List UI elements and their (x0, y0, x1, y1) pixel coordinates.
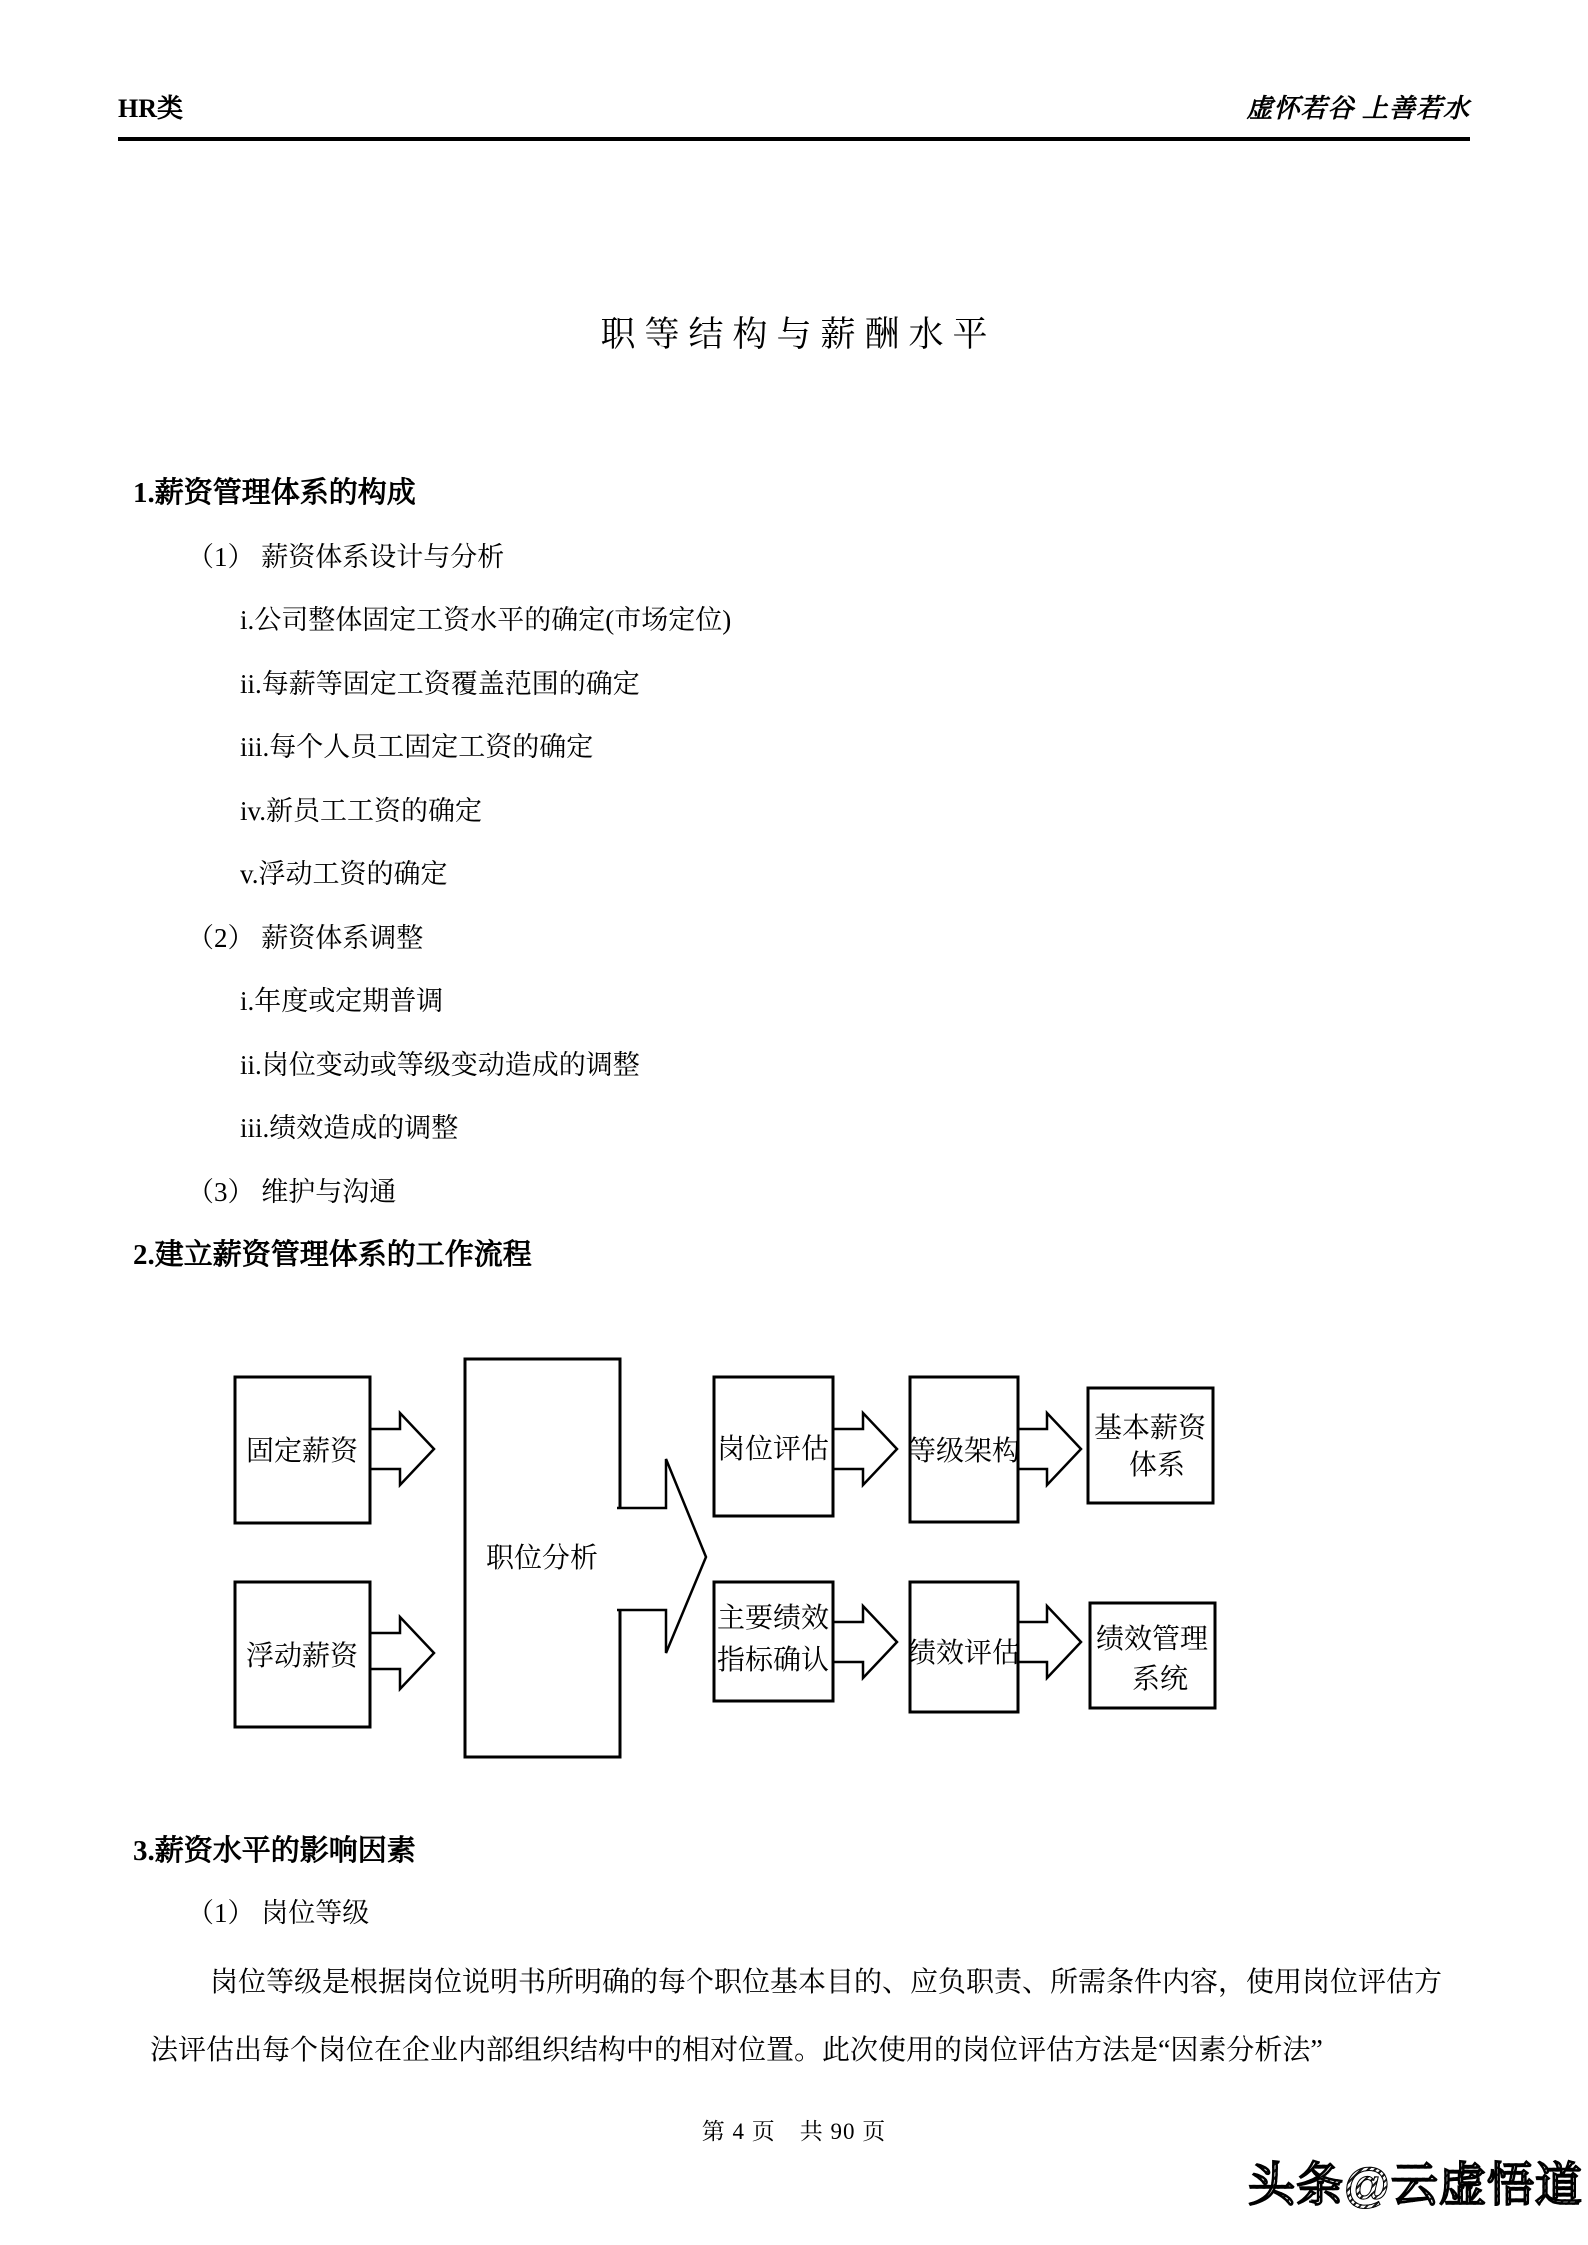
flow-box-kpi-confirm (714, 1582, 833, 1701)
outline-item: （3） 维护与沟通 (187, 1176, 397, 1207)
paragraph-line-1: 岗位等级是根据岗位说明书所明确的每个职位基本目的、应负职责、所需条件内容，使用岗位评估方 (210, 1967, 1443, 1998)
header-motto: 虚怀若谷 上善若水 (1246, 94, 1470, 123)
paragraph-line-2: 法评估出每个岗位在企业内部组织结构中的相对位置。此次使用的岗位评估方法是“因素分析法” (150, 2035, 1323, 2066)
watermark: 头条@云虚悟道 (1248, 2158, 1583, 2211)
flow-label-floating-salary: 浮动薪资 (245, 1641, 359, 1672)
outline-item: iii.每个人员工固定工资的确定 (240, 732, 594, 762)
arrow-right-icon (1014, 1413, 1081, 1485)
flow-label-job-evaluation: 岗位评估 (716, 1434, 830, 1465)
outline-item: i.年度或定期普调 (240, 986, 444, 1016)
outline-item: ii.岗位变动或等级变动造成的调整 (240, 1049, 640, 1080)
outline-item: iv.新员工工资的确定 (240, 795, 482, 826)
workflow-diagram (0, 1330, 1588, 1790)
page-footer: 第 4 页 共 90 页 (701, 2119, 887, 2144)
big-arrow-right-icon (617, 1459, 706, 1653)
header-category: HR类 (118, 94, 184, 123)
outline-heading-2: 2.建立薪资管理体系的工作流程 (133, 1239, 532, 1271)
flow-label-kpi-2: 指标确认 (716, 1645, 830, 1676)
section3-heading: 3.薪资水平的影响因素 (133, 1835, 416, 1867)
arrow-right-icon (366, 1617, 434, 1689)
flow-label-basic-salary-1: 基本薪资 (1093, 1413, 1207, 1444)
arrow-right-icon (1014, 1606, 1081, 1678)
flow-label-job-analysis: 职位分析 (485, 1543, 599, 1574)
outline-item: （1） 薪资体系设计与分析 (187, 541, 505, 572)
flow-label-fixed-salary: 固定薪资 (245, 1436, 359, 1467)
arrow-right-icon (830, 1606, 897, 1678)
flow-label-perf-system-2: 系统 (1131, 1664, 1189, 1695)
flow-label-perf-evaluation: 绩效评估 (907, 1638, 1021, 1669)
section3-subitem: （1） 岗位等级 (187, 1898, 370, 1928)
header-rule (118, 137, 1470, 141)
outline-item: ii.每薪等固定工资覆盖范围的确定 (240, 668, 640, 699)
outline-list (0, 462, 1588, 1288)
flow-label-basic-salary-2: 体系 (1128, 1450, 1186, 1481)
outline-item: v.浮动工资的确定 (240, 859, 448, 889)
page-title: 职等结构与薪酬水平 (600, 315, 997, 354)
flow-label-perf-system-1: 绩效管理 (1095, 1624, 1209, 1655)
outline-item: iii.绩效造成的调整 (240, 1113, 459, 1143)
arrow-right-icon (830, 1413, 897, 1485)
arrow-right-icon (366, 1413, 434, 1485)
flow-box-basic-salary-system (1088, 1388, 1213, 1503)
flow-label-grade-structure: 等级架构 (907, 1436, 1021, 1467)
outline-item: i.公司整体固定工资水平的确定(市场定位) (240, 605, 732, 635)
outline-item: （2） 薪资体系调整 (187, 922, 424, 953)
flow-label-kpi-1: 主要绩效 (716, 1603, 830, 1634)
outline-heading-1: 1.薪资管理体系的构成 (133, 477, 416, 509)
page-header (118, 96, 1470, 122)
